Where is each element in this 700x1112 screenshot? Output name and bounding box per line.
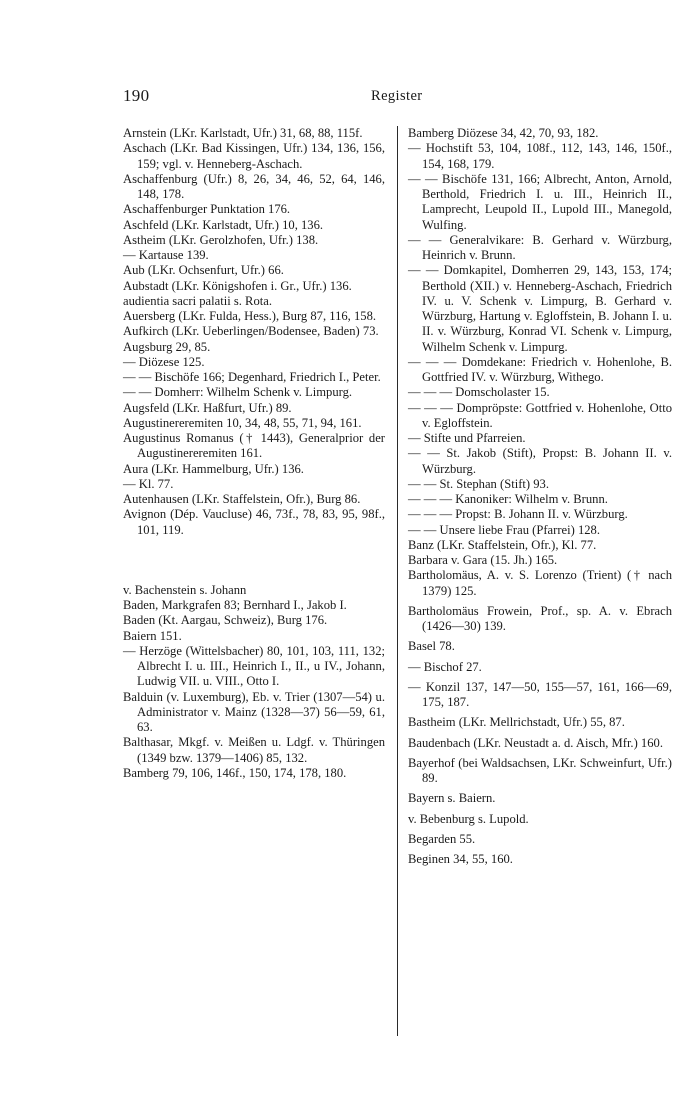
index-entry: — — Generalvikare: B. Gerhard v. Würzburg, Heinrich v. Brunn. [408,232,672,262]
index-entry: — — — Kanoniker: Wilhelm v. Brunn. [408,492,608,506]
index-entry: — — Domkapitel, Domherren 29, 143, 153, 174; Berthold (XII.) v. Henneberg-Aschach, Friedrich IV. u. V. Schenk v. Limpurg, B. Gerhard v. Würzburg, Hartung v. Egloffstein, B. Johann I. u. II. v. Würzburg, Konrad VI. Schenk v. Limpurg, Wilhelm Schenk v. Limpurg. [408,263,672,354]
index-entry: Bartholomäus, A. v. S. Lorenzo (Trient) († nach 1379) 125. [408,568,672,598]
index-entry: Augsfeld (LKr. Haßfurt, Ufr.) 89. [123,400,292,415]
index-entry: Avignon (Dép. Vaucluse) 46, 73f., 78, 83, 95, 98f., 101, 119. [123,507,385,537]
index-entry: Auersberg (LKr. Fulda, Hess.), Burg 87, 116, 158. [123,309,377,323]
index-entry: Bamberg Diözese 34, 42, 70, 93, 182. [408,126,599,140]
page-number: 190 [123,86,150,105]
index-entry: Baiern 151. [123,628,182,643]
index-entry: — — — Domdekane: Friedrich v. Hohenlohe, B. Gottfried IV. v. Würzburg, Withego. [408,354,672,384]
index-entry: — Konzil 137, 147—50, 155—57, 161, 166—69, 175, 187. [408,679,672,709]
index-entry: Autenhausen (LKr. Staffelstein, Ofr.), Burg 86. [123,492,361,506]
index-entry: Aufkirch (LKr. Ueberlingen/Bodensee, Baden) 73. [123,324,379,339]
index-entry: — Kl. 77. [123,476,174,491]
index-entry: — — St. Jakob (Stift), Propst: B. Johann II. v. Würzburg. [408,446,672,476]
index-entry: Banz (LKr. Staffelstein, Ofr.), Kl. 77. [408,537,597,552]
index-entry: — — — Propst: B. Johann II. v. Würzburg. [408,507,628,522]
index-entry: Augustinus Romanus († 1443), Generalprior der Augustinereremiten 161. [123,431,385,461]
index-entry: — Herzöge (Wittelsbacher) 80, 101, 103, 111, 132; Albrecht I. u. III., Heinrich I., II., u IV., Johann, Ludwig VII. u. VIII., Otto I. [123,643,385,689]
index-entry: — Diözese 125. [123,354,205,369]
index-entry: Basel 78. [408,639,455,654]
index-entry: Aura (LKr. Hammelburg, Ufr.) 136. [123,461,304,476]
index-entry: — Bischof 27. [408,659,482,674]
running-title: Register [371,88,423,104]
index-entry: Baden, Markgrafen 83; Bernhard I., Jakob I. [123,598,347,612]
index-entry: Aub (LKr. Ochsenfurt, Ufr.) 66. [123,263,284,278]
index-entry: — — — Dompröpste: Gottfried v. Hohenlohe, Otto v. Egloffstein. [408,400,672,430]
index-entry: Aschfeld (LKr. Karlstadt, Ufr.) 10, 136. [123,217,324,232]
index-entry: Astheim (LKr. Gerolzhofen, Ufr.) 138. [123,232,319,247]
index-entry: Baudenbach (LKr. Neustadt a. d. Aisch, Mfr.) 160. [408,735,663,750]
index-entry: — Stifte und Pfarreien. [408,431,526,445]
index-entry: — — Bischöfe 166; Degenhard, Friedrich I., Peter. [123,370,381,384]
index-entry: Baden (Kt. Aargau, Schweiz), Burg 176. [123,613,328,628]
index-entry: Aschaffenburg (Ufr.) 8, 26, 34, 46, 52, 64, 146, 148, 178. [123,171,385,201]
index-entry: Aschaffenburger Punktation 176. [123,202,291,217]
index-entry: Bayern s. Baiern. [408,791,496,806]
column-divider [397,126,398,1036]
index-entry: Augsburg 29, 85. [123,339,211,354]
index-column-right [408,126,672,867]
index-entry: — Kartause 139. [123,248,209,262]
index-entry: — — Unsere liebe Frau (Pfarrei) 128. [408,522,600,537]
index-entry: — Hochstift 53, 104, 108f., 112, 143, 146, 150f., 154, 168, 179. [408,141,672,171]
index-entry: Aubstadt (LKr. Königshofen i. Gr., Ufr.) 136. [123,278,352,293]
index-entry: Bartholomäus Frowein, Prof., sp. A. v. Ebrach (1426—30) 139. [408,603,672,633]
index-column-left [123,126,385,781]
index-entry: — — — Domscholaster 15. [408,385,550,400]
index-entry: audientia sacri palatii s. Rota. [123,293,272,308]
index-entry: — — Bischöfe 131, 166; Albrecht, Anton, Arnold, Berthold, Friedrich I. u. III., Heinrich II., Lamprecht, Leupold II., Lupold III., Manegold, Wulfing. [408,171,672,232]
index-entry: Beginen 34, 55, 160. [408,852,513,866]
index-entry: Balduin (v. Luxemburg), Eb. v. Trier (1307—54) u. Administrator v. Mainz (1328—37) 56—59, 61, 63. [123,689,385,734]
index-entry: Aschach (LKr. Bad Kissingen, Ufr.) 134, 136, 156, 159; vgl. v. Henneberg-Aschach. [123,141,385,171]
index-entry: v. Bebenburg s. Lupold. [408,811,529,826]
index-entry: Augustinereremiten 10, 34, 48, 55, 71, 94, 161. [123,415,362,430]
index-entry: — — St. Stephan (Stift) 93. [408,476,549,491]
index-entry: Bamberg 79, 106, 146f., 150, 174, 178, 180. [123,765,347,780]
index-entry: — — Domherr: Wilhelm Schenk v. Limpurg. [123,385,353,400]
index-entry: v. Bachenstein s. Johann [123,582,247,597]
index-entry: Balthasar, Mkgf. v. Meißen u. Ldgf. v. Thüringen (1349 bzw. 1379—1406) 85, 132. [123,735,385,765]
index-entry: Bayerhof (bei Waldsachsen, LKr. Schweinfurt, Ufr.) 89. [408,755,672,785]
index-entry: Arnstein (LKr. Karlstadt, Ufr.) 31, 68, 88, 115f. [123,126,363,140]
index-entry: Begarden 55. [408,831,476,846]
index-entry: Bastheim (LKr. Mellrichstadt, Ufr.) 55, 87. [408,715,625,730]
index-entry: Barbara v. Gara (15. Jh.) 165. [408,553,558,567]
